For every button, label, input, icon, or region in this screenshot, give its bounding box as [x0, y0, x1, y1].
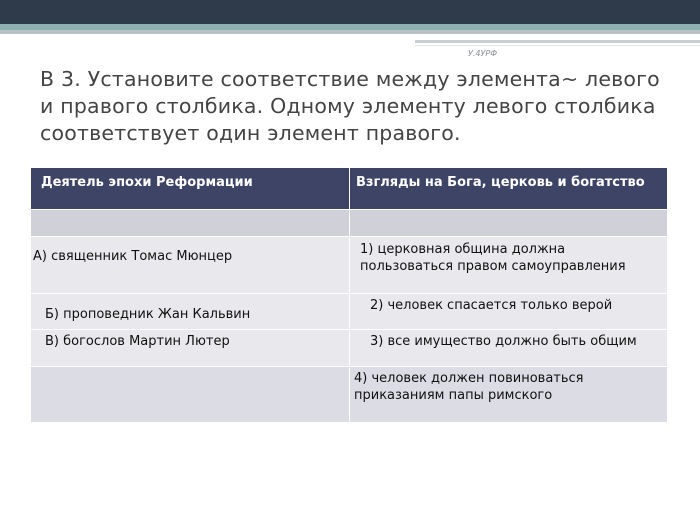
top-decor-band — [0, 0, 700, 24]
right-item-2: 2) человек спасается только верой — [370, 298, 613, 313]
table-cell — [350, 294, 668, 330]
top-decor-stripe-gray — [0, 30, 700, 34]
matching-table — [30, 167, 668, 423]
header-right — [350, 168, 668, 210]
right-item-1: 1) церковная община должна пользоваться правом самоуправления — [360, 242, 626, 274]
decor-line — [415, 40, 700, 43]
table-cell — [31, 367, 350, 423]
table-cell — [31, 330, 350, 367]
left-item-c: В) богослов Мартин Лютер — [45, 334, 230, 349]
table-row — [31, 367, 668, 423]
table-cell — [350, 237, 668, 294]
table-cell — [31, 294, 350, 330]
table-cell — [31, 210, 350, 237]
left-item-a: А) священник Томас Мюнцер — [33, 249, 233, 264]
table-row — [31, 237, 668, 294]
table-cell — [350, 330, 668, 367]
header-left — [31, 168, 350, 210]
table-row — [31, 294, 668, 330]
watermark-text: У.4УРФ — [468, 49, 498, 58]
decor-line-thin — [415, 45, 700, 46]
table-row — [31, 330, 668, 367]
task-title: В 3. Установите соответствие между элемента~ левого и правого столбика. Одному элементу левого столбика соответствует один элемент правого. — [40, 67, 660, 145]
header-right-label: Взгляды на Бога, церковь и богатство — [356, 175, 645, 190]
right-item-4: 4) человек должен повиноваться приказаниям папы римского — [354, 371, 584, 403]
table-cell — [31, 237, 350, 294]
table-cell — [350, 367, 668, 423]
left-item-b: Б) проповедник Жан Кальвин — [45, 307, 251, 322]
right-item-3: 3) все имущество должно быть общим — [370, 334, 637, 349]
table-cell — [350, 210, 668, 237]
table-header-row — [31, 168, 668, 210]
header-left-label: Деятель эпохи Реформации — [41, 175, 253, 190]
table-row — [31, 210, 668, 237]
